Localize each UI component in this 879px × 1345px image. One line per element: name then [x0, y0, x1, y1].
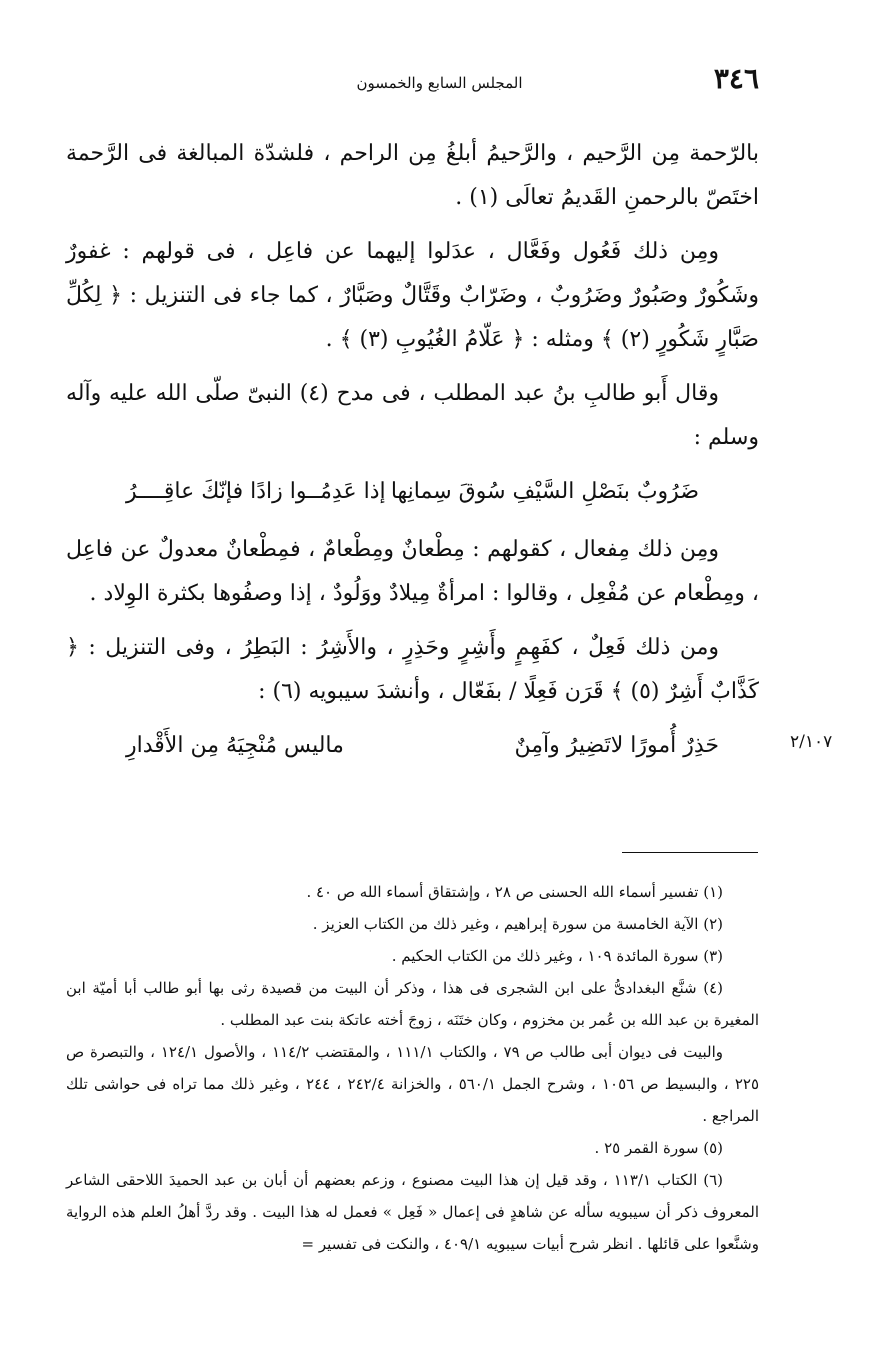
paragraph-3: وقال أَبو طالبِ بنُ عبد المطلب ، فى مدح (٤) النبىّ صلّى الله عليه وآله وسلم : [66, 381, 759, 450]
running-title: المجلس السابع والخمسون [356, 74, 523, 92]
footnotes-block [66, 876, 759, 1260]
verse-2-second-hemistich: ماليس مُنْجِيَهُ مِن الأَقْدارِ [126, 733, 344, 758]
footnote-3: (٣) سورة المائدة ١٠٩ ، وغير ذلك من الكتاب الحكيم . [391, 947, 723, 965]
footnote-separator [622, 852, 758, 853]
main-text-block-1 [66, 132, 759, 782]
footnote-2: (٢) الآية الخامسة من سورة إبراهيم ، وغير ذلك من الكتاب العزيز . [312, 915, 723, 933]
verse-1-first-hemistich: ضَرُوبٌ بنَصْلِ السَّيْفِ سُوقَ سِمانِها [390, 479, 699, 504]
verse-1 [66, 470, 759, 514]
footnote-1: (١) تفسير أسماء الله الحسنى ص ٢٨ ، وإشتقاق أسماء الله ص ٤٠ . [306, 883, 723, 901]
verse-2-first-hemistich: حَذِرٌ أُمورًا لاتَضِيرُ وآمِنٌ [514, 733, 719, 758]
paragraph-5: ومن ذلك فَعِلٌ ، كفَهِمٍ وأَشِرٍ وحَذِرٍ ، والأَشِرُ : البَطِرُ ، وفى التنزيل : ﴿ كَذَّابٌ أَشِرٌ (٥) ﴾ قَرَن فَعِلًا / بفَعّال ، وأنشدَ سيبويه (٦) : [66, 635, 759, 704]
footnote-4: (٤) شنَّع البغدادىُّ على ابن الشجرى فى هذا ، وذكر أن البيت من قصيدة رثى بها أبو طالب أبا أميّة ابن المغيرة بن عبد الله بن عُمر بن مخزوم ، وكان ختَنَه ، زوجَ أخته عاتكة بنت عبد المطلب . [66, 979, 759, 1029]
paragraph-1: بالرّحمة مِن الرَّحيم ، والرَّحيمُ أبلغُ مِن الراحم ، فلشدّة المبالغة فى الرَّحمة اختَصّ بالرحمنِ القَديمُ تعالَى (١) . [66, 141, 759, 210]
paragraph-4: ومِن ذلك مِفعال ، كقولهم : مِطْعانٌ ومِطْعامٌ ، فمِطْعانٌ معدولٌ عن فاعِل ، ومِطْعام عن مُفْعِل ، وقالوا : امرأةٌ مِيلادٌ ووَلُودٌ ، إذا وصفُوها بكثرة الوِلاد . [66, 537, 759, 606]
footnote-4-continuation: والبيت فى ديوان أبى طالب ص ٧٩ ، والكتاب ١١١/١ ، والمقتضب ١١٤/٢ ، والأصول ١٢٤/١ ، والتبصرة ص ٢٢٥ ، والبسيط ص ١٠٥٦ ، وشرح الجمل ٥٦٠/١ ، والخزانة ٢٤٢/٤ ، ٢٤٤ ، وغير ذلك مما تراه فى حواشى تلك المراجع . [66, 1043, 759, 1125]
footnote-5: (٥) سورة القمر ٢٥ . [594, 1139, 723, 1157]
margin-page-reference: ٢/١٠٧ [790, 732, 833, 752]
page-number: ٣٤٦ [713, 62, 759, 95]
verse-1-second-hemistich: إذا عَدِمُــوا زادًا فإنّكَ عاقِــــرُ [126, 479, 386, 504]
verse-2 [66, 724, 759, 768]
footnote-6: (٦) الكتاب ١١٣/١ ، وقد قيل إن هذا البيت مصنوع ، وزعم بعضهم أن أبان بن عبد الحميدَ اللاحقى الشاعر المعروف ذكر أن سيبويه سأله عن شاهدٍ فى إعمال « فَعِل » فعمل له هذا البيت . وقد ردَّ أهلُ العلم هذه الرواية وشنَّعوا على قائلها . انظر شرح أبيات سيبويه ٤٠٩/١ ، والنكت فى تفسير = [66, 1171, 759, 1253]
paragraph-2: ومِن ذلك فَعُول وفَعَّال ، عدَلوا إليهما عن فاعِل ، فى قولهم : غفورٌ وشَكُورٌ وصَبُورٌ وضَرُوبٌ ، وضَرّابٌ وقَتَّالٌ وصَبَّارٌ ، كما جاء فى التنزيل : ﴿ لِكُلِّ صَبَّارٍ شَكُورٍ (٢) ﴾ ومثله : ﴿ عَلّامُ الغُيُوبِ (٣) ﴾ . [66, 239, 759, 352]
